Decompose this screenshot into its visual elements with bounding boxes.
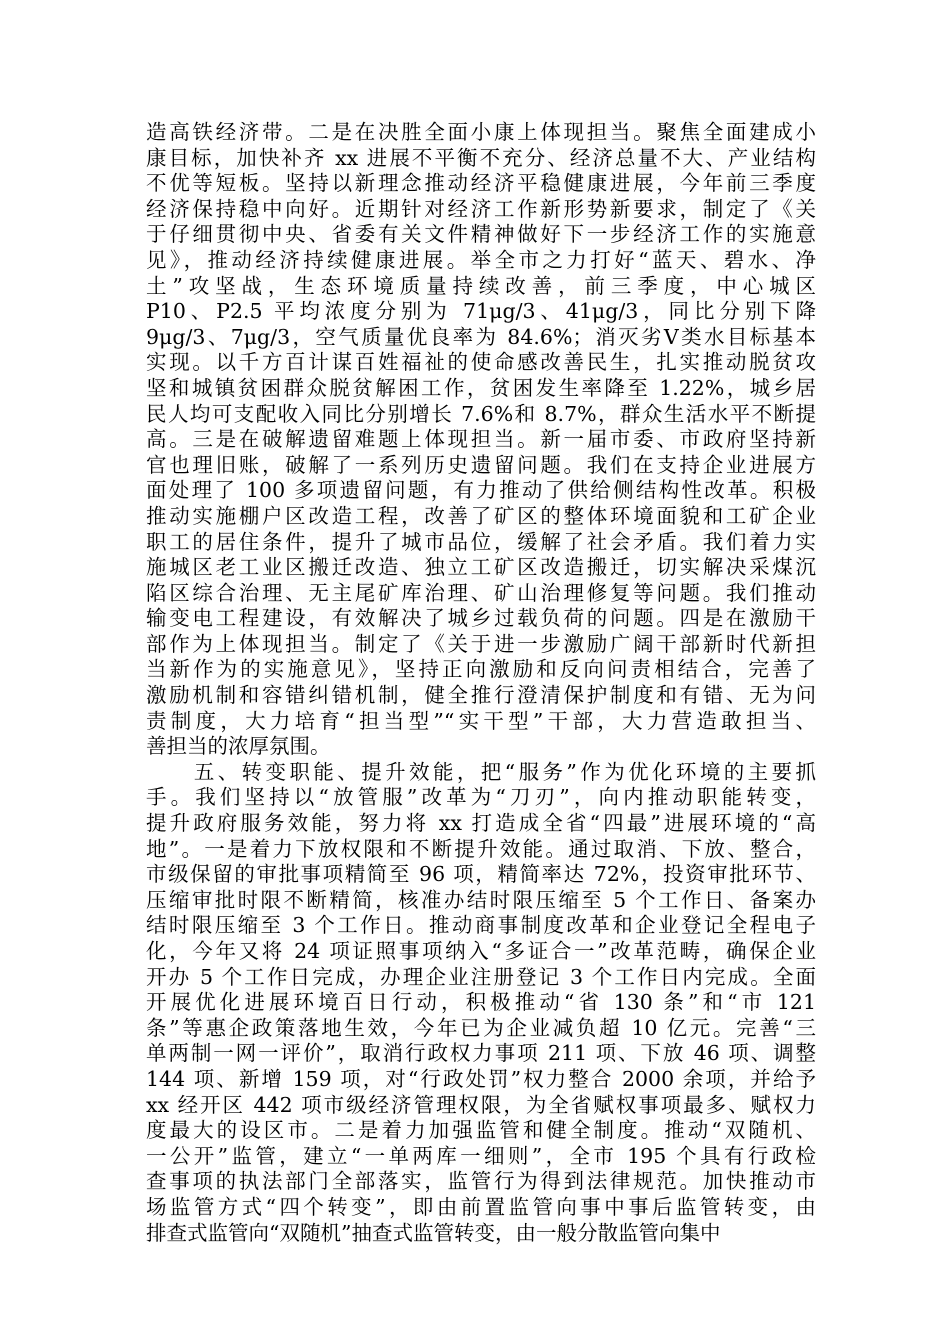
text-line: 实现。以千方百计谋百姓福祉的使命感改善民生，扎实推动脱贫攻: [146, 350, 816, 375]
text-line: 度最大的设区市。二是着力加强监管和健全制度。推动“双随机、: [146, 1118, 816, 1143]
text-line: 造高铁经济带。二是在决胜全面小康上体现担当。聚焦全面建成小: [146, 120, 816, 144]
text-line: 排查式监管向“双随机”抽查式监管转变，由一般分散监管向集中: [146, 1220, 721, 1245]
text-line: 面处理了 100 多项遗留问题，有力推动了供给侧结构性改革。积极: [146, 478, 816, 503]
text-line: 康目标，加快补齐 xx 进展不平衡不充分、经济总量不大、产业结构: [146, 145, 816, 170]
text-line: 地”。一是着力下放权限和不断提升效能。通过取消、下放、整合，: [146, 836, 816, 861]
text-line: 市级保留的审批事项精简至 96 项，精简率达 72%，投资审批环节、: [146, 862, 816, 887]
text-line: 于仔细贯彻中央、省委有关文件精神做好下一步经济工作的实施意: [146, 222, 816, 247]
text-line: 场监管方式“四个转变”，即由前置监管向事中事后监管转变，由: [146, 1194, 816, 1219]
text-line: 开展优化进展环境百日行动，积极推动“省 130 条”和“市 121: [146, 990, 816, 1015]
text-line: 部作为上体现担当。制定了《关于进一步激励广阔干部新时代新担: [146, 631, 816, 656]
text-line: 条”等惠企政策落地生效，今年已为企业减负超 10 亿元。完善“三: [146, 1015, 816, 1040]
paragraph-1: [146, 120, 816, 760]
document-page: [146, 120, 816, 1246]
text-line: 土”攻坚战，生态环境质量持续改善，前三季度，中心城区: [146, 273, 816, 298]
text-line: 职工的居住条件，提升了城市品位，缓解了社会矛盾。我们着力实: [146, 529, 816, 554]
text-line: 手。我们坚持以“放管服”改革为“刀刃”，向内推动职能转变，: [146, 785, 816, 810]
text-line: xx 经开区 442 项市级经济管理权限，为全省赋权事项最多、赋权力: [146, 1092, 816, 1117]
text-line: 不优等短板。坚持以新理念推动经济平稳健康进展，今年前三季度: [146, 171, 816, 196]
text-line: 化，今年又将 24 项证照事项纳入“多证合一”改革范畴，确保企业: [146, 939, 816, 963]
text-line: 压缩审批时限不断精简，核准办结时限压缩至 5 个工作日、备案办: [146, 887, 816, 912]
text-line: 查事项的执法部门全部落实，监管行为得到法律规范。加快推动市: [146, 1169, 816, 1194]
text-line: 单两制一网一评价”，取消行政权力事项 211 项、下放 46 项、调整: [146, 1041, 816, 1066]
text-line: 施城区老工业区搬迁改造、独立工矿区改造搬迁，切实解决采煤沉: [146, 555, 816, 580]
text-line: 9μg/3、7μg/3，空气质量优良率为 84.6%；消灭劣Ⅴ类水目标基本: [146, 324, 816, 349]
text-line: 激励机制和容错纠错机制，健全推行澄清保护制度和有错、无为问: [146, 683, 816, 708]
text-line: 责制度，大力培育“担当型”“实干型”干部，大力营造敢担当、: [146, 708, 816, 733]
text-line: 推动实施棚户区改造工程，改善了矿区的整体环境面貌和工矿企业: [146, 503, 816, 528]
text-line: 高。三是在破解遗留难题上体现担当。新一届市委、市政府坚持新: [146, 427, 816, 452]
text-line: 民人均可支配收入同比分别增长 7.6%和 8.7%，群众生活水平不断提: [146, 401, 816, 426]
text-line: 陷区综合治理、无主尾矿库治理、矿山治理修复等问题。我们推动: [146, 580, 816, 605]
text-line: 提升政府服务效能，努力将 xx 打造成全省“四最”进展环境的“高: [146, 811, 816, 836]
text-line: 一公开”监管，建立“一单两库一细则”，全市 195 个具有行政检: [146, 1143, 816, 1168]
text-line: 开办 5 个工作日完成，办理企业注册登记 3 个工作日内完成。全面: [146, 964, 816, 989]
text-line: 输变电工程建设，有效解决了城乡过载负荷的问题。四是在激励干: [146, 606, 816, 631]
text-line: 善担当的浓厚氛围。: [146, 734, 331, 759]
text-line: 坚和城镇贫困群众脱贫解困工作，贫困发生率降至 1.22%，城乡居: [146, 375, 816, 400]
text-line: 144 项、新增 159 项，对“行政处罚”权力整合 2000 余项，并给予: [146, 1066, 816, 1091]
text-line: 结时限压缩至 3 个工作日。推动商事制度改革和企业登记全程电子: [146, 913, 816, 938]
text-line: 见》，推动经济持续健康进展。举全市之力打好“蓝天、碧水、净: [146, 247, 816, 272]
text-line: 经济保持稳中向好。近期针对经济工作新形势新要求，制定了《关: [146, 196, 816, 221]
text-line: 官也理旧账，破解了一系列历史遗留问题。我们在支持企业进展方: [146, 452, 816, 477]
text-line: 当新作为的实施意见》，坚持正向激励和反向问责相结合，完善了: [146, 657, 816, 682]
text-line: P10、P2.5 平均浓度分别为 71μg/3、41μg/3，同比分别下降: [146, 299, 816, 324]
text-line: 五、转变职能、提升效能，把“服务”作为优化环境的主要抓: [146, 759, 816, 784]
paragraph-2: [146, 760, 816, 1246]
